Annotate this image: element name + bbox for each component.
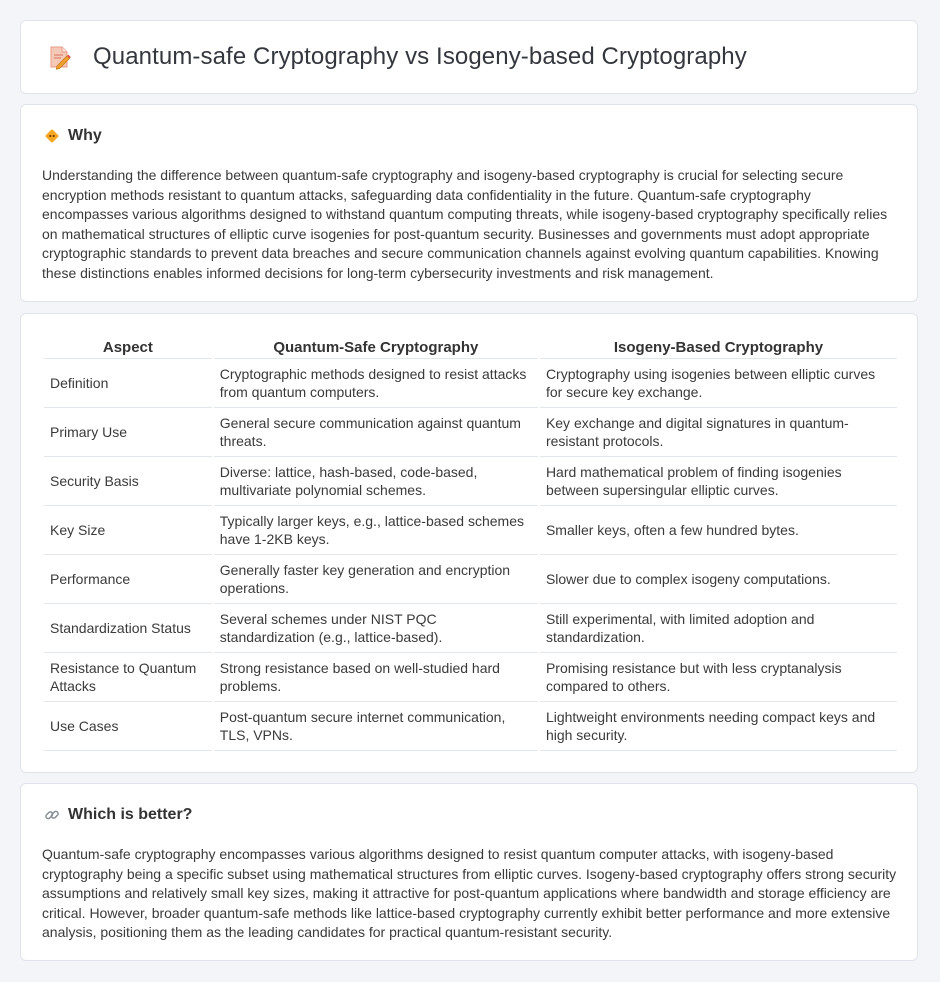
table-row	[44, 702, 897, 751]
row-aspect: Use Cases	[44, 702, 212, 751]
row-isogeny-based: Smaller keys, often a few hundred bytes.	[540, 506, 897, 555]
better-heading-row	[43, 806, 192, 824]
row-aspect: Performance	[44, 555, 212, 604]
document-pencil-icon	[45, 43, 73, 71]
title-card	[20, 20, 918, 94]
table-row	[44, 359, 897, 408]
column-header-isogeny-based: Isogeny-Based Cryptography	[540, 336, 897, 359]
diamond-warning-icon	[43, 127, 61, 145]
title-row	[45, 43, 747, 71]
row-isogeny-based: Hard mathematical problem of finding isogenies between supersingular elliptic curves.	[540, 457, 897, 506]
row-quantum-safe: Several schemes under NIST PQC standardization (e.g., lattice-based).	[214, 604, 538, 653]
why-heading: Why	[68, 127, 102, 144]
table-row	[44, 408, 897, 457]
row-aspect: Security Basis	[44, 457, 212, 506]
column-header-quantum-safe: Quantum-Safe Cryptography	[214, 336, 538, 359]
why-text: Understanding the difference between quantum-safe cryptography and isogeny-based cryptography is crucial for selecting secure encryption methods resistant to quantum attacks, safeguarding data confidentiality in the future. Quantum-safe cryptography encompasses various algorithms designed to withstand quantum computing threats, while isogeny-based cryptography specifically relies on mathematical structures of elliptic curve isogenies for post-quantum security. Businesses and governments must adopt appropriate cryptographic standards to prevent data breaches and secure communication channels against evolving quantum capabilities. Knowing these distinctions enables informed decisions for long-term cybersecurity investments and risk management.	[42, 167, 888, 281]
row-aspect: Key Size	[44, 506, 212, 555]
table-header-row	[44, 336, 897, 359]
row-quantum-safe: Diverse: lattice, hash-based, code-based, multivariate polynomial schemes.	[214, 457, 538, 506]
better-text: Quantum-safe cryptography encompasses various algorithms designed to resist quantum computer attacks, with isogeny-based cryptography being a specific subset using mathematical structures from elliptic curves. Isogeny-based cryptography offers strong security assumptions and relatively small key sizes, making it attractive for post-quantum applications where bandwidth and storage efficiency are critical. However, broader quantum-safe methods like lattice-based cryptography currently exhibit better performance and more extensive analysis, positioning them as the leading candidates for practical quantum-resistant security.	[42, 846, 897, 940]
page-title: Quantum-safe Cryptography vs Isogeny-based Cryptography	[93, 43, 747, 70]
row-quantum-safe: Post-quantum secure internet communication, TLS, VPNs.	[214, 702, 538, 751]
table-row	[44, 555, 897, 604]
row-isogeny-based: Slower due to complex isogeny computations.	[540, 555, 897, 604]
link-icon	[43, 806, 61, 824]
row-aspect: Standardization Status	[44, 604, 212, 653]
row-isogeny-based: Key exchange and digital signatures in quantum-resistant protocols.	[540, 408, 897, 457]
better-heading: Which is better?	[68, 806, 193, 823]
row-isogeny-based: Cryptography using isogenies between elliptic curves for secure key exchange.	[540, 359, 897, 408]
table-row	[44, 457, 897, 506]
row-quantum-safe: Cryptographic methods designed to resist attacks from quantum computers.	[214, 359, 538, 408]
row-isogeny-based: Promising resistance but with less cryptanalysis compared to others.	[540, 653, 897, 702]
row-quantum-safe: Generally faster key generation and encryption operations.	[214, 555, 538, 604]
row-isogeny-based: Still experimental, with limited adoption and standardization.	[540, 604, 897, 653]
row-aspect: Definition	[44, 359, 212, 408]
row-aspect: Primary Use	[44, 408, 212, 457]
row-quantum-safe: Typically larger keys, e.g., lattice-based schemes have 1-2KB keys.	[214, 506, 538, 555]
comparison-table	[42, 336, 899, 751]
table-row	[44, 653, 897, 702]
table-row	[44, 506, 897, 555]
row-isogeny-based: Lightweight environments needing compact keys and high security.	[540, 702, 897, 751]
row-quantum-safe: Strong resistance based on well-studied hard problems.	[214, 653, 538, 702]
which-is-better-section	[20, 783, 918, 961]
why-heading-row	[43, 127, 102, 145]
table-row	[44, 604, 897, 653]
row-quantum-safe: General secure communication against quantum threats.	[214, 408, 538, 457]
comparison-table-section	[20, 313, 918, 773]
column-header-aspect: Aspect	[44, 336, 212, 359]
why-section	[20, 104, 918, 302]
row-aspect: Resistance to Quantum Attacks	[44, 653, 212, 702]
